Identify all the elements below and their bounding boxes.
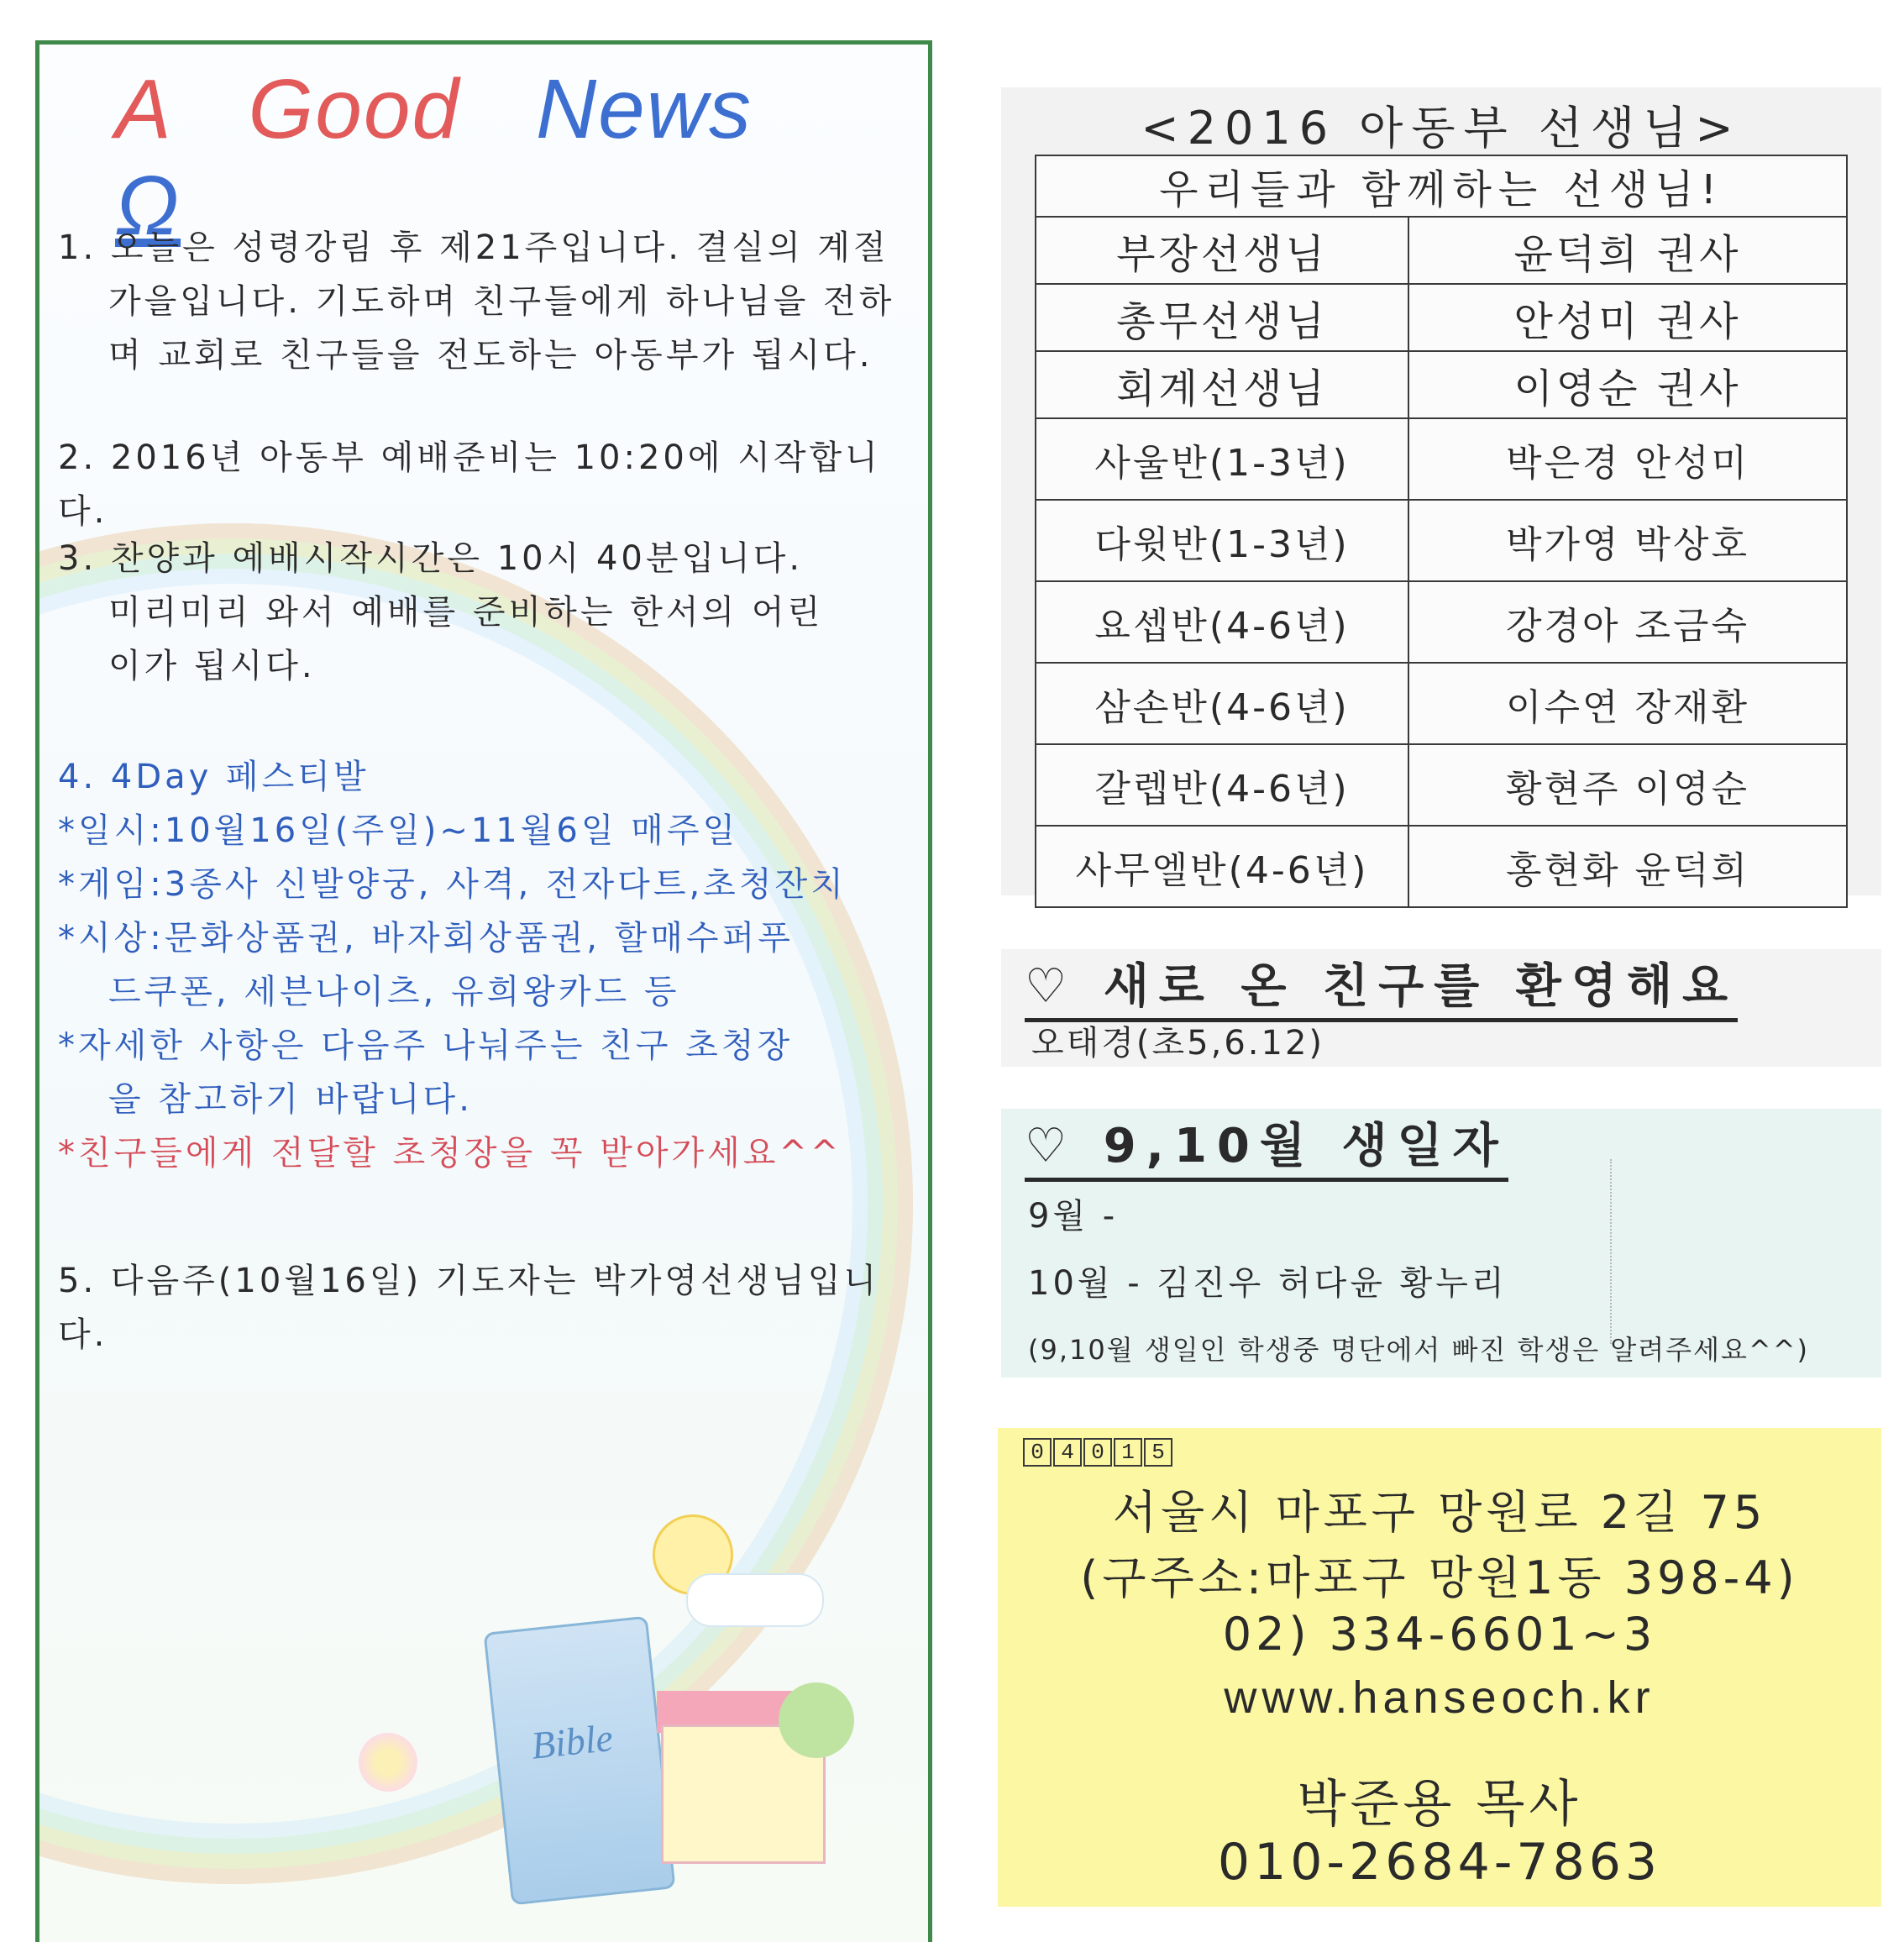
- teachers-section: [1001, 87, 1881, 895]
- teacher-names: 이영순 권사: [1408, 351, 1847, 418]
- class-name: 다윗반(1-3년): [1036, 500, 1408, 581]
- website-link[interactable]: www.hanseoch.kr: [1224, 1672, 1655, 1723]
- notice-line: 이가 됩시다.: [108, 647, 316, 685]
- teacher-role: 부장선생님: [1036, 217, 1408, 284]
- notice-4-festival: [58, 750, 915, 1180]
- welcome-title: ♡ 새로 온 친구를 환영해요: [1025, 949, 1738, 1022]
- table-row: [1036, 217, 1847, 284]
- table-row: [1036, 581, 1847, 663]
- old-address: (구주소:마포구 망원1동 398-4): [1080, 1551, 1799, 1604]
- notice-line: 2. 2016년 아동부 예배준비는 10:20에 시작합니다.: [58, 438, 881, 531]
- table-row: [1036, 826, 1847, 907]
- festival-title: 4. 4Day 페스티발: [58, 758, 370, 796]
- notice-line: 3. 찬양과 예배시작시간은 10시 40분입니다.: [58, 539, 804, 578]
- zip-digit: 1: [1114, 1438, 1142, 1467]
- teacher-role: 총무선생님: [1036, 284, 1408, 351]
- tree-icon: [779, 1682, 854, 1758]
- teacher-role: 회계선생님: [1036, 351, 1408, 418]
- birthday-title: ♡ 9,10월 생일자: [1025, 1109, 1508, 1182]
- bible-label: Bible: [529, 1715, 616, 1767]
- class-name: 요셉반(4-6년): [1036, 581, 1408, 663]
- teacher-names: 윤덕희 권사: [1408, 217, 1847, 284]
- table-row: [1036, 351, 1847, 418]
- welcome-name: 오태경(초5,6.12): [1031, 1024, 1324, 1063]
- notice-3: [58, 532, 915, 693]
- birthday-section: [1001, 1109, 1881, 1378]
- class-name: 사울반(1-3년): [1036, 418, 1408, 500]
- table-row: [1036, 284, 1847, 351]
- title-good: Good: [248, 62, 461, 156]
- notice-line: 가을입니다. 기도하며 친구들에게 하나님을 전하: [108, 282, 895, 321]
- table-row: [1036, 663, 1847, 744]
- zip-digit: 5: [1144, 1438, 1172, 1467]
- table-row: [1036, 744, 1847, 826]
- class-teachers: 홍현화 윤덕희: [1408, 826, 1847, 907]
- address: 서울시 마포구 망원로 2길 75: [1112, 1486, 1767, 1539]
- zip-code: [1023, 1438, 1172, 1467]
- teachers-table-header: 우리들과 함께하는 선생님!: [1036, 155, 1847, 217]
- teachers-table: [1035, 155, 1848, 908]
- cloud-icon: [686, 1573, 824, 1627]
- festival-details-cont: 을 참고하기 바랍니다.: [108, 1080, 473, 1119]
- class-teachers: 박은경 안성미: [1408, 418, 1847, 500]
- class-name: 갈렙반(4-6년): [1036, 744, 1408, 826]
- teachers-heading: <2016 아동부 선생님>: [1141, 102, 1742, 155]
- festival-invite-note: *친구들에게 전달할 초청장을 꼭 받아가세요^^: [58, 1134, 842, 1173]
- class-teachers: 박가영 박상호: [1408, 500, 1847, 581]
- notice-2: [58, 431, 915, 538]
- festival-prizes: *시상:문화상품권, 바자회상품권, 할매수퍼푸: [58, 919, 794, 958]
- notice-line: 5. 다음주(10월16일) 기도자는 박가영선생님입니다.: [58, 1262, 880, 1354]
- birthday-note: (9,10월 생일인 학생중 명단에서 빠진 학생은 알려주세요^^): [1028, 1334, 1810, 1366]
- good-news-panel: [35, 40, 932, 1942]
- birthday-october: 10월 - 김진우 허다윤 황누리: [1028, 1264, 1508, 1303]
- bible-icon: [483, 1616, 675, 1906]
- divider: [1610, 1159, 1612, 1344]
- notice-line: 며 교회로 친구들을 전도하는 아동부가 됩시다.: [108, 336, 873, 375]
- notice-line: 미리미리 와서 예배를 준비하는 한서의 어린: [108, 593, 824, 632]
- festival-prizes-cont: 드쿠폰, 세븐나이츠, 유희왕카드 등: [108, 973, 680, 1011]
- festival-games: *게임:3종사 신발양궁, 사격, 전자다트,초청잔치: [58, 865, 847, 904]
- class-name: 삼손반(4-6년): [1036, 663, 1408, 744]
- title-news: News: [535, 62, 753, 156]
- pastor-phone: 010-2684-7863: [1217, 1833, 1662, 1892]
- zip-digit: 0: [1023, 1438, 1052, 1467]
- table-row: [1036, 418, 1847, 500]
- festival-details: *자세한 사항은 다음주 나눠주는 친구 초청장: [58, 1026, 794, 1065]
- class-teachers: 강경아 조금숙: [1408, 581, 1847, 663]
- contact-section: [998, 1428, 1881, 1907]
- notice-5: [58, 1254, 915, 1362]
- zip-digit: 4: [1053, 1438, 1082, 1467]
- teacher-names: 안성미 권사: [1408, 284, 1847, 351]
- title-a: A: [115, 62, 173, 156]
- zip-digit: 0: [1083, 1438, 1112, 1467]
- class-name: 사무엘반(4-6년): [1036, 826, 1408, 907]
- birthday-september: 9월 -: [1028, 1197, 1119, 1236]
- class-teachers: 황현주 이영순: [1408, 744, 1847, 826]
- notice-1: [58, 221, 915, 382]
- class-teachers: 이수연 장재환: [1408, 663, 1847, 744]
- notice-line: 1. 오늘은 성령강림 후 제21주입니다. 결실의 계절: [58, 228, 889, 267]
- omega-icon: Ω: [115, 159, 181, 253]
- welcome-section: [1001, 949, 1881, 1067]
- table-row: [1036, 500, 1847, 581]
- flower-icon: [359, 1733, 417, 1792]
- festival-dates: *일시:10월16일(주일)~11월6일 매주일: [58, 811, 739, 850]
- phone: 02) 334-6601~3: [1222, 1608, 1657, 1661]
- pastor-name: 박준용 목사: [1297, 1775, 1582, 1834]
